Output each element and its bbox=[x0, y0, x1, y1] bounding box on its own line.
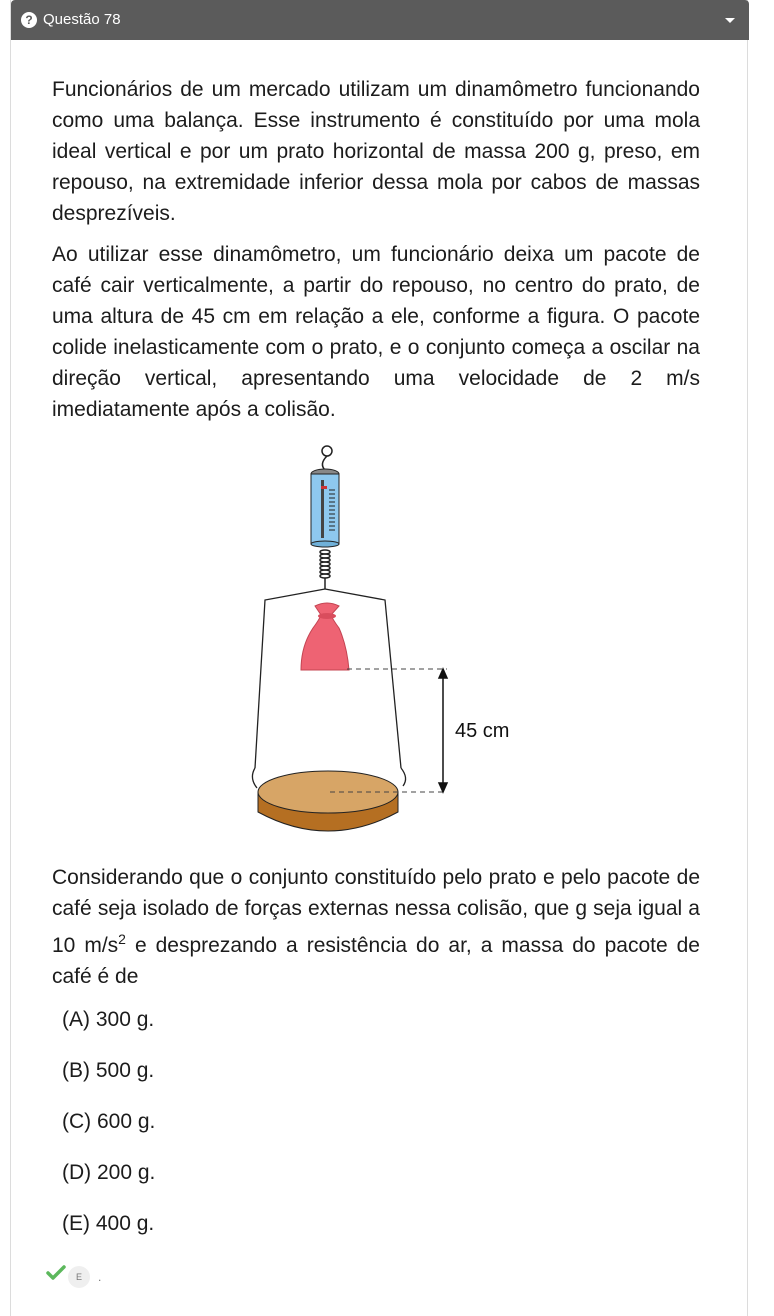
dynamometer-body bbox=[311, 469, 339, 547]
answer-badge[interactable]: E bbox=[68, 1266, 90, 1288]
option-text: 600 g. bbox=[97, 1110, 156, 1133]
answer-options bbox=[62, 1004, 462, 1259]
coffee-bag-icon bbox=[301, 603, 349, 670]
answer-trailing-text: . bbox=[98, 1270, 102, 1284]
option-text: 200 g. bbox=[97, 1161, 156, 1184]
height-label: 45 cm bbox=[455, 720, 510, 742]
option-letter: (C) bbox=[62, 1110, 92, 1133]
option-text: 500 g. bbox=[95, 1059, 155, 1082]
question-paragraph-1: Funcionários de um mercado utilizam um dinamômetro funcionando como uma balança. Esse instrumento é constituído por uma mola ideal vertical e por um prato horizontal de massa 200 g, preso, em repouso, na extremidade inferior dessa mola por cabos de massas desprezíveis. bbox=[52, 78, 700, 225]
check-icon bbox=[46, 1264, 66, 1282]
option-e[interactable] bbox=[62, 1208, 462, 1259]
spring bbox=[320, 550, 330, 589]
option-letter: (E) bbox=[62, 1212, 90, 1235]
question-title: Questão 78 bbox=[43, 11, 121, 28]
question-paragraph-3-part2: e desprezando a resistência do ar, a massa do pacote de café é de bbox=[52, 934, 700, 988]
exponent: 2 bbox=[118, 931, 126, 947]
option-letter: (B) bbox=[62, 1059, 90, 1082]
dynamometer-figure bbox=[235, 440, 535, 850]
question-paragraph-3 bbox=[52, 862, 700, 992]
option-d[interactable] bbox=[62, 1157, 462, 1208]
option-c[interactable] bbox=[62, 1106, 462, 1157]
height-dimension-arrow bbox=[439, 669, 447, 792]
option-letter: (A) bbox=[62, 1008, 90, 1031]
option-text: 300 g. bbox=[95, 1008, 155, 1031]
plate bbox=[258, 771, 398, 831]
hook-icon bbox=[322, 446, 332, 470]
option-a[interactable] bbox=[62, 1004, 462, 1055]
option-letter: (D) bbox=[62, 1161, 92, 1184]
caret-down-icon[interactable] bbox=[725, 18, 735, 23]
option-b[interactable] bbox=[62, 1055, 462, 1106]
question-circle-icon: ? bbox=[21, 12, 37, 28]
option-text: 400 g. bbox=[95, 1212, 155, 1235]
question-paragraph-3-part1: Considerando que o conjunto constituído pelo prato e pelo pacote de café seja isolado de forças externas nessa colisão, que g seja igual a 10 m/s bbox=[52, 866, 700, 957]
question-body bbox=[52, 74, 700, 435]
question-paragraph-2: Ao utilizar esse dinamômetro, um funcionário deixa um pacote de café cair verticalmente, a partir do repouso, no centro do prato, de uma altura de 45 cm em relação a ele, conforme a figura. O pacote colide inelasticamente com o prato, e o conjunto começa a oscilar na direção vertical, apresentando uma velocidade de 2 m/s imediatamente após a colisão. bbox=[52, 243, 700, 421]
question-header[interactable] bbox=[11, 0, 749, 40]
